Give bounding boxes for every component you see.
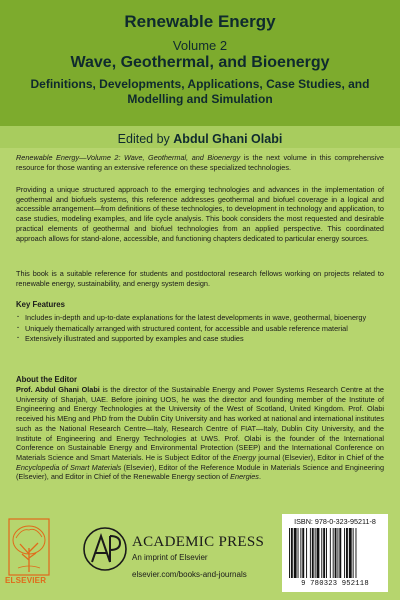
book-title: Wave, Geothermal, and Bioenergy bbox=[70, 54, 330, 71]
barcode-bar bbox=[317, 528, 320, 578]
academic-press-logo bbox=[82, 526, 128, 572]
barcode-bar bbox=[323, 528, 325, 578]
barcode-bar bbox=[346, 528, 348, 578]
editor-bar bbox=[0, 126, 400, 148]
intro-italic-title: Renewable Energy—Volume 2: Wave, Geothermal, and Bioenergy bbox=[16, 153, 241, 162]
barcode-bar bbox=[306, 528, 307, 578]
barcode-bar bbox=[302, 528, 304, 578]
series-title: Renewable Energy bbox=[124, 12, 276, 31]
about-text: is the director of the Sustainable Energy and Power Systems Research Centre at the University of Sharjah, UAE. Before joining UOS, he was the director and founding member of the Institute of Engineering and Energy Technologies at the University of the West of Scotland, United Kingdom. Prof. Olabi received his MEng and PhD from the Dublin City University and has worked at national and international institutes such as the National Research Centre—Italy, Research Centre of FIAT—Italy, Dublin City University, and the Institute of Engineering and Energy Technologies at UWS. Prof. Olabi is the founder of the International Conference on Sustainable Energy and Environmental Protection (SEEP) and the International Conference on Materials Science and Smart Materials. He is Subject Editor of the bbox=[16, 385, 384, 462]
about-text: journal (Elsevier), Editor in Chief of the bbox=[256, 452, 384, 462]
barcode-bar bbox=[339, 528, 341, 578]
about-editor-name: Prof. Abdul Ghani Olabi bbox=[16, 385, 100, 394]
journal-name: Energy bbox=[232, 452, 257, 462]
journal-name: Energies bbox=[230, 472, 259, 482]
barcode-bar bbox=[337, 528, 338, 578]
editor-name: Abdul Ghani Olabi bbox=[173, 132, 283, 146]
publisher-name: ACADEMIC PRESS bbox=[132, 534, 265, 550]
publisher-imprint: An imprint of Elsevier bbox=[132, 553, 208, 562]
barcode-bar bbox=[349, 528, 352, 578]
about-text: (Elsevier), Editor of the Reference Module in Materials Science and Engineering (Elsevier), and Editor in Chief of the Renewable Energy section of bbox=[16, 462, 385, 482]
elsevier-wordmark: ELSEVIER bbox=[5, 576, 47, 585]
editor-prefix: Edited by bbox=[117, 132, 170, 146]
intro-rest: is the next volume in this comprehensive resource for those wanting an extensive reference on these specialized technologies. bbox=[16, 153, 384, 172]
cover-header bbox=[0, 0, 400, 126]
barcode-bar bbox=[344, 528, 345, 578]
about-text: . bbox=[258, 472, 261, 482]
barcode-bar bbox=[289, 528, 290, 578]
barcode bbox=[288, 528, 382, 578]
key-feature-item: · Extensively illustrated and supported by examples and case studies bbox=[16, 334, 384, 344]
description-paragraph: Providing a unique structured approach to the emerging technologies and advances in the implementation of geothermal and biofuels systems, this reference addresses geothermal and biofuel coverage in a logical and accessible arrangement—from definitions of these technologies, to development in technology and application, to case studies, modeling examples, and life cycle analysis. This book considers the most requested and desirable practical elements of geothermal and biofuel technologies from an applied perspective. This coordinated approach allows for stand-alone, accessible, and functioning chapters dedicated to particular energy sources. bbox=[16, 185, 384, 243]
barcode-bar bbox=[298, 528, 299, 578]
key-feature-item: · Includes in-depth and up-to-date explanations for the latest developments in wave, geothermal, bioenergy bbox=[16, 313, 384, 323]
barcode-bar bbox=[353, 528, 354, 578]
about-editor-paragraph bbox=[16, 385, 384, 482]
barcode-bar bbox=[315, 528, 316, 578]
isbn-label: ISBN: 978-0-323-95211-8 bbox=[294, 517, 376, 526]
isbn-barcode-box bbox=[282, 514, 388, 592]
intro-paragraph bbox=[16, 153, 384, 172]
volume-label: Volume 2 bbox=[172, 38, 228, 53]
barcode-bar bbox=[294, 528, 297, 578]
barcode-bar bbox=[330, 528, 331, 578]
key-feature-item: · Uniquely thematically arranged with structured content, for accessible and usable reference material bbox=[16, 324, 384, 334]
book-subtitle: Definitions, Developments, Applications, Case Studies, and Modelling and Simulation bbox=[30, 77, 370, 106]
barcode-bar bbox=[333, 528, 334, 578]
editor-line bbox=[118, 129, 283, 146]
publisher-url: elsevier.com/books-and-journals bbox=[132, 570, 247, 579]
barcode-bar bbox=[326, 528, 327, 578]
barcode-bar bbox=[335, 528, 337, 578]
barcode-number: 9 780323 952118 bbox=[301, 580, 369, 588]
barcode-bar bbox=[291, 528, 293, 578]
barcode-bar bbox=[312, 528, 314, 578]
key-features-list bbox=[16, 313, 384, 345]
audience-paragraph: This book is a suitable reference for students and postdoctoral research fellows working on projects related to renewable energy, sustainability, and energy system design. bbox=[16, 269, 384, 288]
about-editor-heading: About the Editor bbox=[16, 375, 78, 384]
key-features-heading: Key Features bbox=[16, 300, 65, 309]
barcode-bar bbox=[356, 528, 357, 578]
barcode-bar bbox=[300, 528, 301, 578]
barcode-bar bbox=[321, 528, 322, 578]
encyclopedia-name: Encyclopedia of Smart Materials bbox=[16, 462, 122, 472]
barcode-bar bbox=[310, 528, 311, 578]
